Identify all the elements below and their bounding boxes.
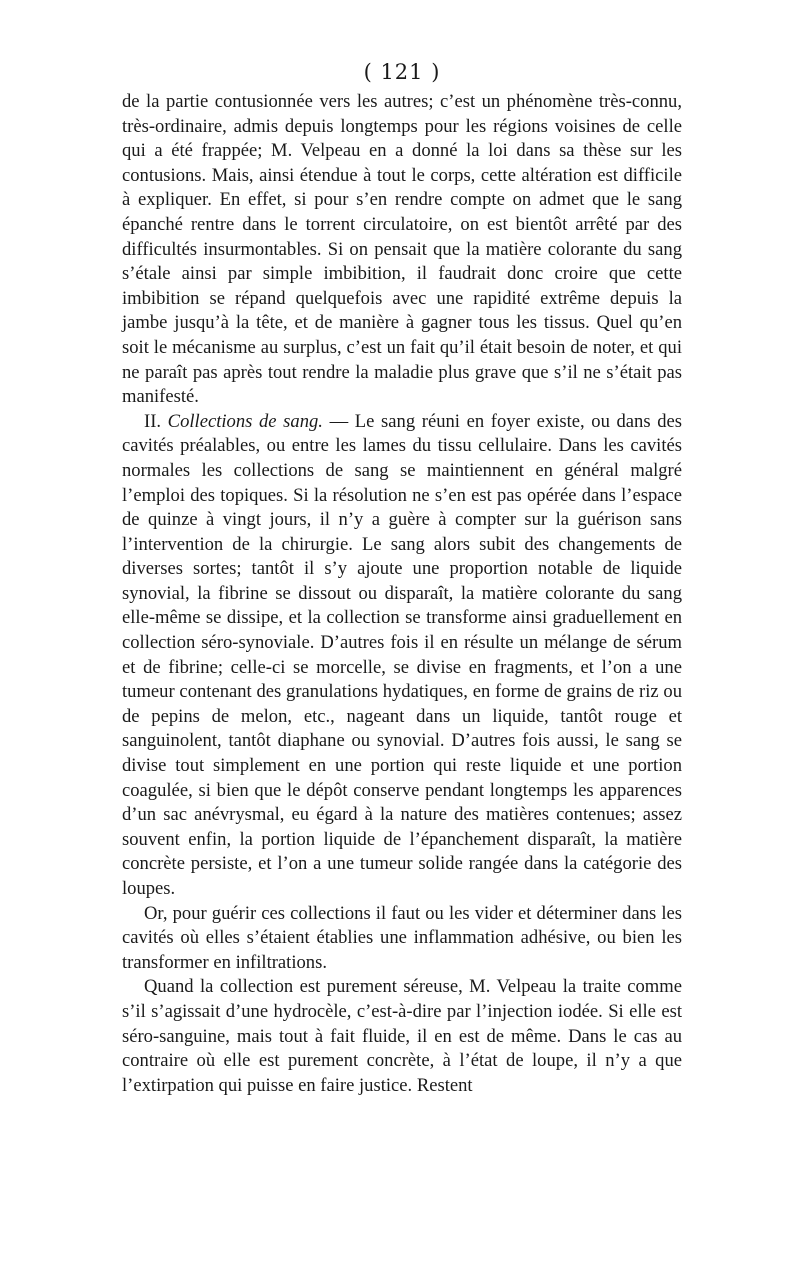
page-number: ( 121 ): [363, 60, 441, 84]
paragraph-4: Quand la collection est purement séreuse, M. Velpeau la traite comme s’il s’agissait d’une hydrocèle, c’est-à-dire par l’injection iodée. Si elle est séro-sanguine, mais tout à fait fluide, il en est de même. Dans le cas au contraire où elle est purement concrète, à l’état de loupe, il n’y a que l’extirpation qui puisse en faire justice. Restent: [122, 976, 682, 1096]
paragraph-1: de la partie contusionnée vers les autres; c’est un phénomène très-connu, très-ordinaire, admis depuis longtemps pour les régions voisines de celle qui a été frappée; M. Velpeau en a donné la loi dans sa thèse sur les contusions. Mais, ainsi étendue à tout le corps, cette altération est difficile à expliquer. En effet, si pour s’en rendre compte on admet que le sang épanché rentre dans le torrent circulatoire, on est bientôt arrêté par des difficultés insurmontables. Si on pensait que la matière colorante du sang s’étale ainsi par simple imbibition, il faudrait donc croire que cette imbibition se répand quelquefois avec une rapidité extrême depuis la jambe jusqu’à la tête, et de manière à gagner tous les tissus. Quel qu’en soit le mécanisme au surplus, c’est un fait qu’il était besoin de noter, et qui ne paraît pas après tout rendre la maladie plus grave que s’il ne s’était pas manifesté.: [122, 91, 682, 408]
section-heading: Collections de sang.: [167, 410, 323, 432]
paragraph-2-text: — Le sang réuni en foyer existe, ou dans des cavités préalables, ou entre les lames du tissu cellulaire. Dans les cavités normales les collections de sang se maintiennent en général malgré l’emploi des topiques. Si la résolution ne s’en est pas opérée dans l’espace de quinze à vingt jours, il n’y a guère à compter sur la guérison sans l’intervention de la chirurgie. Le sang alors subit des changements de diverses sortes; tantôt il s’y ajoute une proportion notable de liquide synovial, la fibrine se dissout ou disparaît, la matière colorante du sang elle-même se dissipe, et la collection se transforme ainsi graduellement en collection séro-synoviale. D’autres fois il en résulte un mélange de sérum et de fibrine; celle-ci se morcelle, se divise en fragments, et l’on a une tumeur contenant des granulations hydatiques, en forme de grains de riz ou de pepins de melon, etc., nageant dans un liquide, tantôt rouge et sanguinolent, tantôt diaphane ou synovial. D’autres fois aussi, le sang se divise tout simplement en une portion qui reste liquide et une portion coagulée, si bien que le dépôt conserve pendant longtemps les apparences d’un sac anévrysmal, eu égard à la nature des matières contenues; assez souvent enfin, la portion liquide de l’épanchement disparaît, la matière concrète persiste, et l’on a une tumeur solide rangée dans la catégorie des loupes.: [122, 410, 682, 899]
body-text: [122, 90, 682, 1098]
paragraph-3: Or, pour guérir ces collections il faut ou les vider et déterminer dans les cavités où elles s’étaient établies une inflammation adhésive, ou bien les transformer en infiltrations.: [122, 902, 682, 973]
section-number: II.: [144, 410, 168, 432]
book-page: [122, 60, 682, 1098]
paragraph-2: [122, 410, 682, 902]
